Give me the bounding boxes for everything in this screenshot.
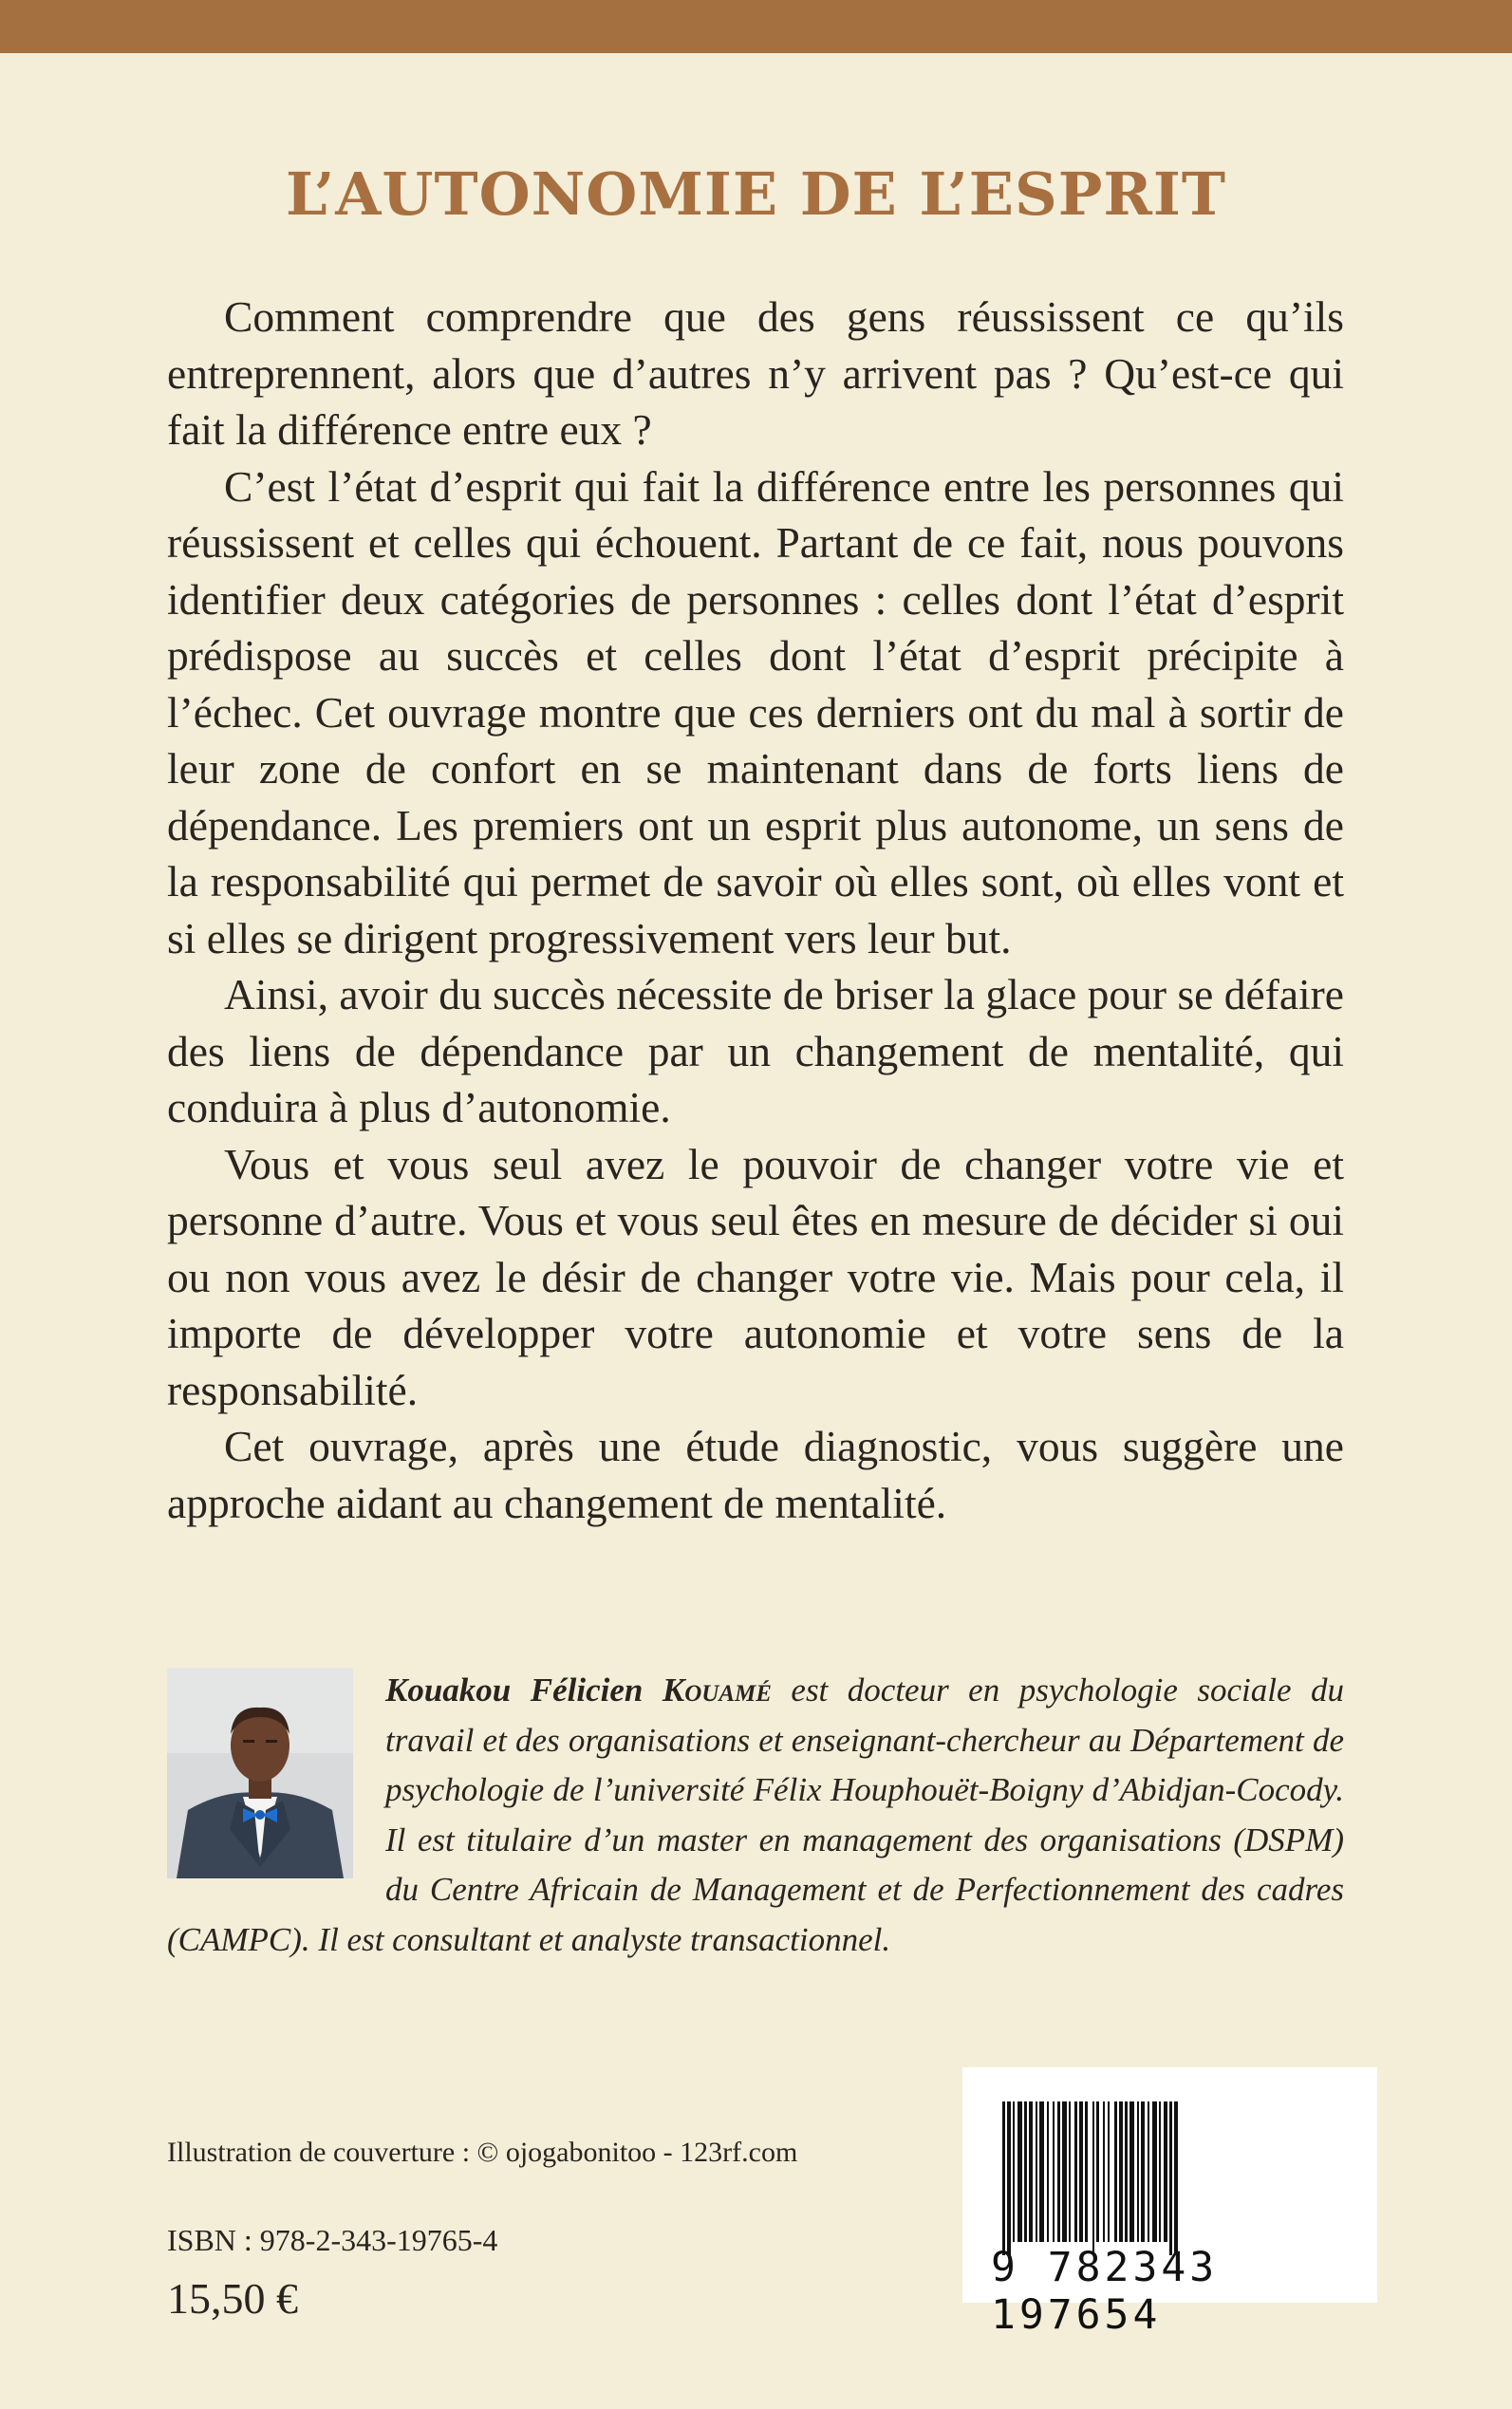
barcode-number: 9 782343 197654 (991, 2244, 1219, 2339)
price: 15,50 € (167, 2274, 298, 2323)
isbn: ISBN : 978-2-343-19765-4 (167, 2223, 498, 2257)
book-title: L’AUTONOMIE DE L’ESPRIT (285, 159, 1227, 229)
author-surname: Kouamé (662, 1671, 772, 1709)
cover-illustration-credit: Illustration de couverture : © ojogabonitoo - 123rf.com (167, 2137, 798, 2168)
blurb-paragraph: Ainsi, avoir du succès nécessite de briser la glace pour se défaire des liens de dépendance par un changement de mentalité, qui conduira à plus d’autonomie. (167, 970, 1345, 1131)
blurb-paragraph: Cet ouvrage, après une étude diagnostic, vous suggère une approche aidant au changement de mentalité. (167, 1422, 1344, 1527)
blurb-paragraph: Vous et vous seul avez le pouvoir de changer votre vie et personne d’autre. Vous et vous seul êtes en mesure de décider si oui ou non vous avez le désir de changer votre vie. Mais pour cela, il importe de développer votre autonomie et votre sens de la responsabilité. (167, 1139, 1344, 1414)
back-cover-blurb (167, 289, 1344, 1531)
blurb-paragraph: C’est l’état d’esprit qui fait la différence entre les personnes qui réussissent et celles qui échouent. Partant de ce fait, nous pouvons identifier deux catégories de personnes : celles dont l’état d’esprit prédispose au succès et celles dont l’état d’esprit précipite à l’échec. Cet ouvrage montre que ces derniers ont du mal à sortir de leur zone de confort en se maintenant dans de forts liens de dépendance. Les premiers ont un esprit plus autonome, un sens de la responsabilité qui permet de savoir où elles sont, où elles vont et si elles se dirigent progressivement vers leur but. (167, 461, 1344, 962)
author-portrait-image (167, 1668, 353, 1878)
barcode (962, 2067, 1377, 2339)
blurb-paragraph: Comment comprendre que des gens réussissent ce qu’ils entreprennent, alors que d’autres n’y arrivent pas ? Qu’est-ce qui fait la différence entre eux ? (167, 292, 1344, 454)
author-photo (167, 1668, 353, 1878)
author-section (167, 1666, 1344, 1965)
author-first-names: Kouakou Félicien (385, 1671, 644, 1709)
top-color-band (0, 0, 1512, 53)
author-bio-text: est docteur en psychologie sociale du travail et des organisations et enseignant-chercheur au Département de psychologie de l’université Félix Houphouët-Boigny d’Abidjan-Cocody. Il est titulaire d’un master en management des organisations (DSPM) du Centre Africain de Management et de Perfectionnement des cadres (CAMPC). Il est consultant et analyste transactionnel. (167, 1671, 1345, 1958)
